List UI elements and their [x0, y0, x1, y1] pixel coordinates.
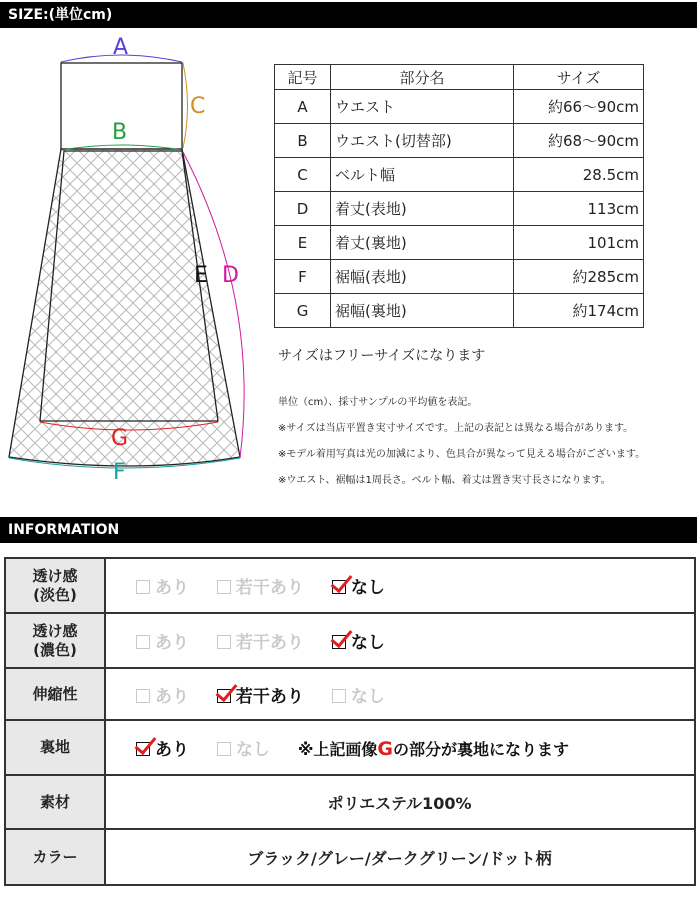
info-label: 伸縮性 — [5, 668, 105, 720]
info-row-sheer-light — [5, 558, 695, 613]
info-label: カラー — [5, 829, 105, 885]
row-symbol: F — [275, 260, 331, 294]
checkbox-icon — [217, 742, 231, 756]
row-part: 裾幅(裏地) — [331, 294, 514, 328]
checkbox-icon — [332, 689, 346, 703]
checkbox-icon — [217, 580, 231, 594]
info-row-color — [5, 829, 695, 885]
info-label-main: 透け感 — [32, 566, 78, 585]
table-row — [275, 294, 644, 328]
note-measure: ※サイズは当店平置き実寸サイズです。上記の表記とは異なる場合があります。 — [278, 423, 634, 434]
row-size: 約285cm — [514, 260, 644, 294]
table-row — [275, 158, 644, 192]
row-part: 着丈(裏地) — [331, 226, 514, 260]
row-size: 113cm — [514, 192, 644, 226]
label-f: F — [113, 460, 126, 485]
label-e: E — [194, 263, 208, 288]
row-part: ウエスト(切替部) — [331, 124, 514, 158]
info-label-sub: (濃色) — [33, 640, 77, 659]
label-a: A — [113, 35, 129, 60]
info-options — [105, 720, 695, 775]
info-label: 裏地 — [5, 720, 105, 775]
label-d: D — [222, 263, 239, 288]
table-row — [275, 226, 644, 260]
checkbox-icon — [136, 635, 150, 649]
size-table-header — [275, 65, 644, 90]
option-ari: あり — [136, 573, 189, 598]
label-c: C — [190, 94, 206, 119]
label-g: G — [111, 426, 129, 451]
info-row-stretch — [5, 668, 695, 720]
info-row-material — [5, 775, 695, 829]
checked-checkbox-icon — [332, 635, 346, 649]
info-options — [105, 668, 695, 720]
row-symbol: A — [275, 90, 331, 124]
table-row — [275, 260, 644, 294]
size-table — [274, 64, 644, 328]
table-row — [275, 124, 644, 158]
option-jakkan-ari: 若干あり — [217, 573, 304, 598]
skirt-diagram — [0, 30, 260, 500]
row-symbol: G — [275, 294, 331, 328]
note-unit: 単位（cm）、採寸サンプルの平均値を表記。 — [278, 397, 478, 408]
info-label-main: 透け感 — [32, 621, 78, 640]
option-jakkan-ari: 若干あり — [217, 682, 304, 707]
option-ari: あり — [136, 735, 189, 760]
note-waist: ※ウエスト、裾幅は1周長さ。ベルト幅、着丈は置き実寸長さになります。 — [278, 475, 611, 486]
row-part: 着丈(表地) — [331, 192, 514, 226]
row-size: 約68〜90cm — [514, 124, 644, 158]
option-nashi: なし — [332, 682, 385, 707]
row-part: ベルト幅 — [331, 158, 514, 192]
lining-note: ※上記画像Gの部分が裏地になります — [297, 738, 570, 760]
label-b: B — [112, 120, 128, 145]
row-symbol: B — [275, 124, 331, 158]
option-ari: あり — [136, 628, 189, 653]
option-nashi: なし — [217, 735, 270, 760]
option-nashi: なし — [332, 628, 385, 653]
row-part: 裾幅(表地) — [331, 260, 514, 294]
checkbox-icon — [136, 580, 150, 594]
info-row-sheer-dark — [5, 613, 695, 668]
row-part: ウエスト — [331, 90, 514, 124]
row-size: 101cm — [514, 226, 644, 260]
table-row — [275, 90, 644, 124]
info-label — [5, 613, 105, 668]
checked-checkbox-icon — [136, 742, 150, 756]
option-ari: あり — [136, 682, 189, 707]
option-jakkan-ari: 若干あり — [217, 628, 304, 653]
checked-checkbox-icon — [332, 580, 346, 594]
info-options — [105, 558, 695, 613]
header-part-name: 部分名 — [331, 65, 514, 90]
row-size: 28.5cm — [514, 158, 644, 192]
header-symbol: 記号 — [275, 65, 331, 90]
row-symbol: D — [275, 192, 331, 226]
row-size: 約66〜90cm — [514, 90, 644, 124]
size-section-header: SIZE:(単位cm) — [0, 2, 697, 28]
note-color: ※モデル着用写真は光の加減により、色具合が異なって見える場合がございます。 — [278, 449, 646, 460]
info-label-sub: (淡色) — [33, 585, 77, 604]
header-size: サイズ — [514, 65, 644, 90]
checked-checkbox-icon — [217, 689, 231, 703]
information-section-header: INFORMATION — [0, 517, 697, 543]
row-symbol: C — [275, 158, 331, 192]
info-label: 素材 — [5, 775, 105, 829]
information-table — [4, 557, 696, 886]
free-size-note: サイズはフリーサイズになります — [278, 348, 486, 364]
table-row — [275, 192, 644, 226]
color-value: ブラック/グレー/ダークグリーン/ドット柄 — [105, 829, 695, 885]
checkbox-icon — [217, 635, 231, 649]
info-label — [5, 558, 105, 613]
info-options — [105, 613, 695, 668]
checkbox-icon — [136, 689, 150, 703]
skirt-outline — [0, 30, 260, 500]
option-nashi: なし — [332, 573, 385, 598]
row-symbol: E — [275, 226, 331, 260]
row-size: 約174cm — [514, 294, 644, 328]
material-value: ポリエステル100% — [105, 775, 695, 829]
info-row-lining — [5, 720, 695, 775]
